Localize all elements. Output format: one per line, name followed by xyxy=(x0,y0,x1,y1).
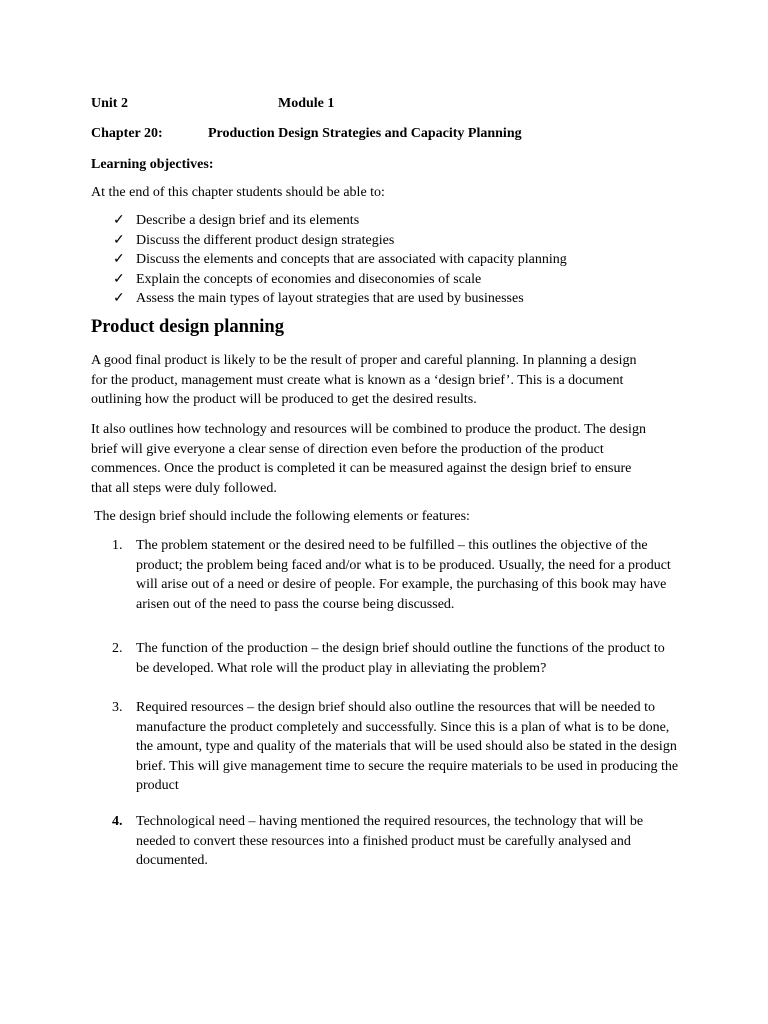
list-item xyxy=(113,211,567,231)
item-text: The problem statement or the desired need to be fulfilled – this outlines the objective of the product; the problem being faced and/or what is to be produced. Usually, the need for a product will arise out of a need or desire of people. For example, the purchasing of this book may have arisen out of the need to pass the course being discussed. xyxy=(136,538,671,612)
item-number: 3. xyxy=(112,700,123,715)
checkmark-icon: ✓ xyxy=(113,232,125,248)
chapter-number: Chapter 20: xyxy=(91,126,163,141)
checkmark-icon: ✓ xyxy=(113,213,125,228)
item-number: 2. xyxy=(112,641,123,656)
paragraph: The design brief should include the following elements or features: xyxy=(94,509,470,524)
objective-text: Discuss the different product design strategies xyxy=(136,232,395,248)
objective-text: Explain the concepts of economies and diseconomies of scale xyxy=(136,271,482,287)
learning-objectives-heading: Learning objectives: xyxy=(91,157,214,172)
checkmark-icon: ✓ xyxy=(113,271,125,287)
list-item xyxy=(113,289,567,309)
checkmark-icon: ✓ xyxy=(113,291,125,306)
item-text: Required resources – the design brief should also outline the resources that will be needed to manufacture the product completely and successfully. Since this is a plan of what is to be done, the amount, type and quality of the materials that will be used should also be stated in the design brief. This will give management time to secure the require materials to be used in producing the product xyxy=(136,700,679,793)
item-text: The function of the production – the design brief should outline the functions of the product to be developed. What role will the product play in alleviating the problem? xyxy=(136,641,665,676)
item-text: Technological need – having mentioned the required resources, the technology that will be needed to convert these resources into a finished product must be carefully analysed and documented. xyxy=(136,814,644,868)
learning-objectives-list xyxy=(113,211,567,309)
list-item xyxy=(113,250,567,270)
paragraph: It also outlines how technology and resources will be combined to produce the product. The design brief will give everyone a clear sense of direction even before the production of the product commences. Once the product is completed it can be measured against the design brief to ensure that all steps were duly followed. xyxy=(91,422,646,496)
item-number: 1. xyxy=(112,538,123,553)
objective-text: Describe a design brief and its elements xyxy=(136,213,360,228)
section-title: Product design planning xyxy=(91,317,284,337)
objective-text: Discuss the elements and concepts that are associated with capacity planning xyxy=(136,252,567,267)
module-label: Module 1 xyxy=(278,96,335,111)
list-item xyxy=(113,231,567,251)
item-number: 4. xyxy=(112,814,123,829)
list-item xyxy=(91,639,691,678)
chapter-heading xyxy=(91,124,522,144)
paragraph: A good final product is likely to be the result of proper and careful planning. In planning a design for the product, management must create what is known as a ‘design brief’. This is a document outlining how the product will be produced to get the desired results. xyxy=(91,353,637,407)
chapter-title: Production Design Strategies and Capacity Planning xyxy=(208,126,522,141)
unit-module-header xyxy=(91,94,335,114)
checkmark-icon: ✓ xyxy=(113,252,125,267)
list-item xyxy=(91,698,691,796)
unit-label: Unit 2 xyxy=(91,96,128,111)
learning-objectives-intro: At the end of this chapter students should be able to: xyxy=(91,185,385,200)
list-item xyxy=(91,536,691,614)
list-item xyxy=(91,812,691,871)
objective-text: Assess the main types of layout strategies that are used by businesses xyxy=(136,291,524,306)
list-item xyxy=(113,270,567,290)
